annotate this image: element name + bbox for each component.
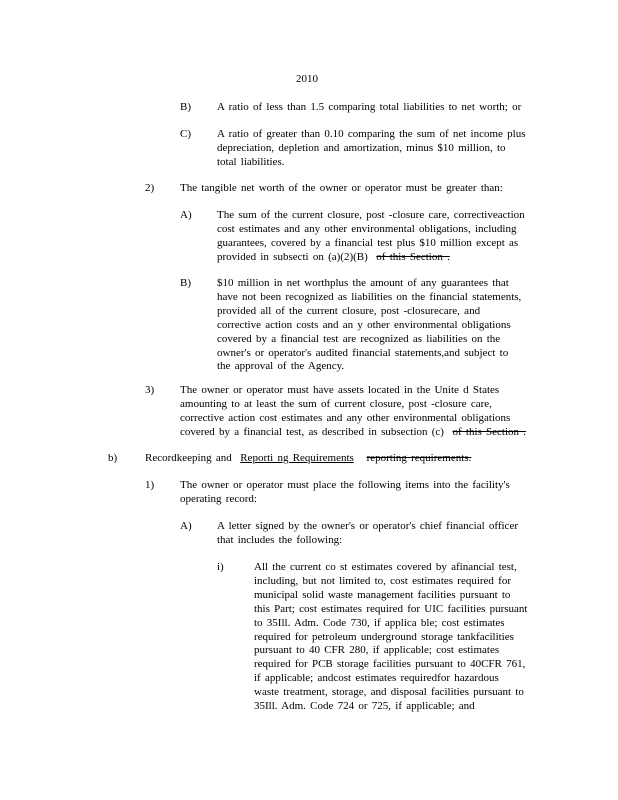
item-text — [180, 479, 520, 507]
text-line: 35Ill. Adm. Code 724 or 725, if applicable; and — [254, 700, 475, 713]
text-line: All the current co st estimates covered by afinancial test, — [254, 561, 517, 573]
text-line: The owner or operator must place the following items into the facility's — [180, 479, 510, 491]
text-line: that includes the following: — [217, 533, 343, 546]
text-line: if applicable; andcost estimates requiredfor hazardous — [254, 672, 499, 685]
item-marker: b) — [108, 452, 118, 464]
text-line: have not been recognized as liabilities on the financial statements, — [217, 290, 522, 303]
text-line: A ratio of greater than 0.10 comparing the sum of net income plus — [217, 128, 526, 140]
text-line — [217, 251, 535, 265]
text-line: $10 million in net worthplus the amount of any guarantees that — [217, 277, 509, 289]
item-marker: A) — [180, 520, 192, 532]
section-heading — [145, 452, 485, 466]
struck-text: reporting requirements. — [366, 452, 472, 464]
item-marker: 2) — [145, 182, 155, 194]
item-text — [217, 277, 535, 374]
text-line: cost estimates and any other environmental obligations, including — [217, 222, 517, 235]
text-line: required for petroleum underground storage tankfacilities — [254, 630, 514, 643]
item-text — [217, 209, 535, 265]
item-text — [217, 520, 535, 548]
text-fragment: Recordkeeping and — [145, 452, 232, 464]
text-line: provided all of the current closure, post -closurecare, and — [217, 304, 481, 317]
text-line: owner's or operator's audited financial statements,and subject to — [217, 346, 509, 359]
item-marker: i) — [217, 561, 224, 573]
text-line: The tangible net worth of the owner or operator must be greater than: — [180, 182, 503, 194]
text-line: amounting to at least the sum of current closure, post -closure care, — [180, 397, 492, 410]
item-text — [180, 384, 530, 440]
text-line: depreciation, depletion and amortization, minus $10 million, to — [217, 141, 506, 154]
page-number: 2010 — [296, 73, 318, 85]
text-line: the approval of the Agency. — [217, 360, 345, 373]
text-line: covered by a financial test are recognized as liabilities on the — [217, 332, 501, 345]
item-marker: 3) — [145, 384, 155, 396]
text-line: A letter signed by the owner's or operator's chief financial officer — [217, 520, 518, 532]
text-line: municipal solid waste management facilities pursuant to — [254, 588, 511, 601]
text-fragment: provided in subsecti on (a)(2)(B) — [217, 250, 368, 263]
item-text — [254, 561, 535, 714]
text-line — [145, 452, 485, 466]
text-line: A ratio of less than 1.5 comparing total liabilities to net worth; or — [217, 101, 522, 113]
text-line: to 35Ill. Adm. Code 730, if applica ble; cost estimates — [254, 616, 505, 629]
item-marker: 1) — [145, 479, 155, 491]
text-line: required for PCB storage facilities pursuant to 40CFR 761, — [254, 658, 526, 671]
item-marker: A) — [180, 209, 192, 221]
item-text — [217, 101, 529, 115]
text-line: corrective action costs and an y other environmental obligations — [217, 318, 511, 331]
text-line: pursuant to 40 CFR 280, if applicable; cost estimates — [254, 644, 500, 657]
text-line: operating record: — [180, 492, 257, 505]
underlined-text: Reporti ng Requirements — [240, 452, 354, 464]
text-line — [180, 426, 530, 440]
text-line: waste treatment, storage, and disposal facilities pursuant to — [254, 686, 524, 699]
item-text — [180, 182, 520, 196]
struck-text: of this Section . — [376, 250, 450, 263]
text-line: guarantees, covered by a financial test plus $10 million except as — [217, 236, 519, 249]
struck-text: of this Section . — [452, 425, 527, 438]
item-text — [217, 128, 535, 170]
item-marker: B) — [180, 277, 191, 289]
item-marker: C) — [180, 128, 191, 140]
text-line: The owner or operator must have assets located in the Unite d States — [180, 384, 500, 396]
text-line: including, but not limited to, cost estimates required for — [254, 574, 512, 587]
text-fragment: covered by a financial test, as described in subsection (c) — [180, 425, 444, 438]
item-marker: B) — [180, 101, 191, 113]
text-line: total liabilities. — [217, 155, 285, 168]
text-line: this Part; cost estimates required for UIC facilities pursuant — [254, 602, 528, 615]
text-line: The sum of the current closure, post -closure care, correctiveaction — [217, 209, 525, 221]
text-line: corrective action cost estimates and any other environmental obligations — [180, 411, 511, 424]
